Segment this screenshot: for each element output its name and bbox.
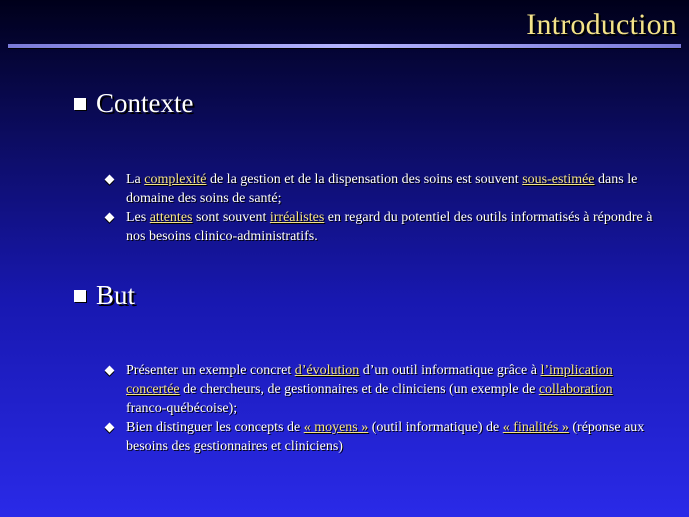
- text-segment: Les: [126, 210, 150, 225]
- bullet-text: [126, 420, 644, 454]
- bullet-text: [126, 172, 637, 206]
- but-bullet-list: [106, 361, 654, 456]
- text-segment: (outil informatique) de: [368, 420, 503, 435]
- diamond-bullet-icon: [105, 175, 115, 185]
- text-segment: (réponse aux besoins des gestionnaires et cliniciens): [126, 420, 645, 454]
- highlighted-term: attentes: [149, 210, 193, 225]
- text-segment: La: [126, 172, 145, 187]
- text-segment: franco-québécoise);: [126, 401, 238, 416]
- highlighted-term: collaboration: [538, 382, 613, 397]
- section-heading-label: But: [96, 280, 136, 310]
- text-segment: de la gestion et de la dispensation des soins est souvent: [206, 172, 523, 187]
- bullet-text: [126, 210, 652, 244]
- text-segment: d’un outil informatique grâce à: [359, 363, 541, 378]
- square-bullet-icon: [74, 98, 86, 110]
- bullet-text: [126, 363, 613, 416]
- slide-title: Introduction: [526, 8, 677, 41]
- highlighted-term: « moyens »: [303, 420, 369, 435]
- list-item: [106, 208, 654, 246]
- diamond-bullet-icon: [105, 423, 115, 433]
- text-segment: sont souvent: [192, 210, 270, 225]
- text-segment: Présenter un exemple concret: [126, 363, 295, 378]
- list-item: [106, 170, 654, 208]
- highlighted-term: sous-estimée: [522, 172, 595, 187]
- section-heading-but: [74, 280, 135, 311]
- text-segment: dans le domaine des soins de santé;: [126, 172, 638, 206]
- diamond-bullet-icon: [105, 366, 115, 376]
- square-bullet-icon: [74, 290, 86, 302]
- highlighted-term: « finalités »: [502, 420, 569, 435]
- text-segment: en regard du potentiel des outils informatisés à répondre à nos besoins clinico-administratifs.: [126, 210, 653, 244]
- highlighted-term: irréalistes: [269, 210, 325, 225]
- section-heading-contexte: [74, 88, 193, 119]
- highlighted-term: d’évolution: [294, 363, 360, 378]
- section-heading-label: Contexte: [96, 88, 194, 118]
- title-divider: [8, 44, 681, 48]
- contexte-bullet-list: [106, 170, 654, 246]
- highlighted-term: l’implication concertée: [126, 363, 613, 397]
- list-item: [106, 361, 654, 418]
- list-item: [106, 418, 654, 456]
- text-segment: Bien distinguer les concepts de: [126, 420, 304, 435]
- text-segment: de chercheurs, de gestionnaires et de cliniciens (un exemple de: [179, 382, 539, 397]
- diamond-bullet-icon: [105, 213, 115, 223]
- highlighted-term: complexité: [144, 172, 207, 187]
